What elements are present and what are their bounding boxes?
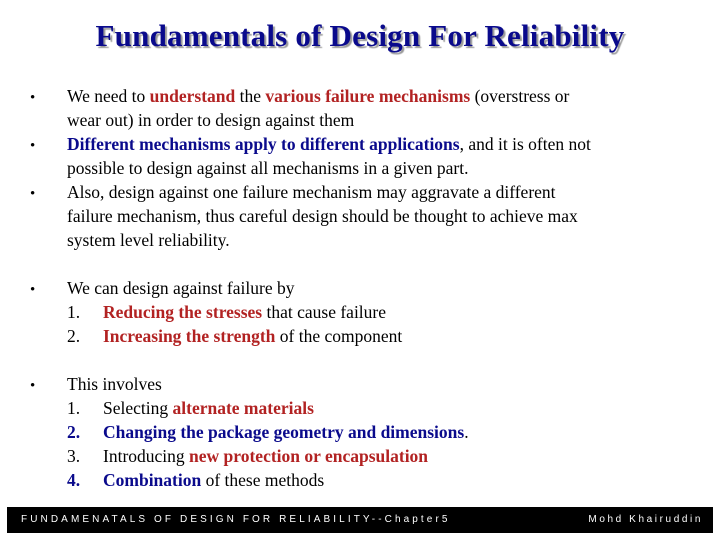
footer-chapter-label: FUNDAMENATALS OF DESIGN FOR RELIABILITY--Chapter5 <box>21 514 451 525</box>
bullet-3-line-1: Also, design against one failure mechanism may aggravate a different <box>67 182 556 202</box>
bullet-icon: • <box>30 282 36 298</box>
bullet-3-line-2: failure mechanism, thus careful design should be thought to achieve max <box>67 206 578 226</box>
bullet-4-item-2 <box>67 324 402 348</box>
bullet-icon: • <box>30 138 36 154</box>
item-number: 1. <box>67 302 81 322</box>
bullet-4-item-1 <box>67 300 386 324</box>
highlight-understand: understand <box>149 86 236 106</box>
bullet-5-item-2 <box>67 420 469 444</box>
item-number: 1. <box>67 398 81 418</box>
bullet-5-line-1: This involves <box>67 374 162 394</box>
bullet-4-line-1: We can design against failure by <box>67 278 295 298</box>
bullet-icon: • <box>30 378 36 394</box>
bullet-3-line-3: system level reliability. <box>67 230 230 250</box>
text-run: that cause failure <box>262 302 387 322</box>
highlight-different-mechanisms: Different mechanisms apply to different applications <box>67 134 460 154</box>
item-number: 3. <box>67 446 81 466</box>
highlight-increasing-strength: Increasing the strength <box>103 326 276 346</box>
text-run: . <box>464 422 469 442</box>
bullet-icon: • <box>30 186 36 202</box>
bullet-1-line-1 <box>67 84 569 108</box>
text-run: of these methods <box>201 470 325 490</box>
bullet-5-item-1 <box>67 396 314 420</box>
text-run: Selecting <box>103 398 173 418</box>
bullet-icon: • <box>30 90 36 106</box>
text-run: We need to <box>67 86 150 106</box>
bullet-5-item-4 <box>67 468 324 492</box>
highlight-package-geometry: Changing the package geometry and dimensions <box>103 422 465 442</box>
highlight-reducing-stresses: Reducing the stresses <box>103 302 263 322</box>
item-number: 2. <box>67 422 81 442</box>
text-run: , and it is often not <box>459 134 591 154</box>
text-run: of the component <box>275 326 403 346</box>
text-run: the <box>235 86 266 106</box>
highlight-new-protection: new protection or encapsulation <box>189 446 429 466</box>
highlight-alternate-materials: alternate materials <box>172 398 314 418</box>
text-run: Introducing <box>103 446 190 466</box>
slide-title: Fundamentals of Design For Reliability <box>95 18 625 53</box>
text-run: (overstress or <box>470 86 570 106</box>
footer-author: Mohd Khairuddin <box>588 514 703 525</box>
item-number: 2. <box>67 326 81 346</box>
bullet-2-line-1 <box>67 132 591 156</box>
highlight-combination: Combination <box>103 470 202 490</box>
bullet-5-item-3 <box>67 444 428 468</box>
bullet-1-line-2: wear out) in order to design against them <box>67 110 355 130</box>
item-number: 4. <box>67 470 81 490</box>
bullet-2-line-2: possible to design against all mechanisms in a given part. <box>67 158 469 178</box>
highlight-failure-mechanisms: various failure mechanisms <box>265 86 471 106</box>
